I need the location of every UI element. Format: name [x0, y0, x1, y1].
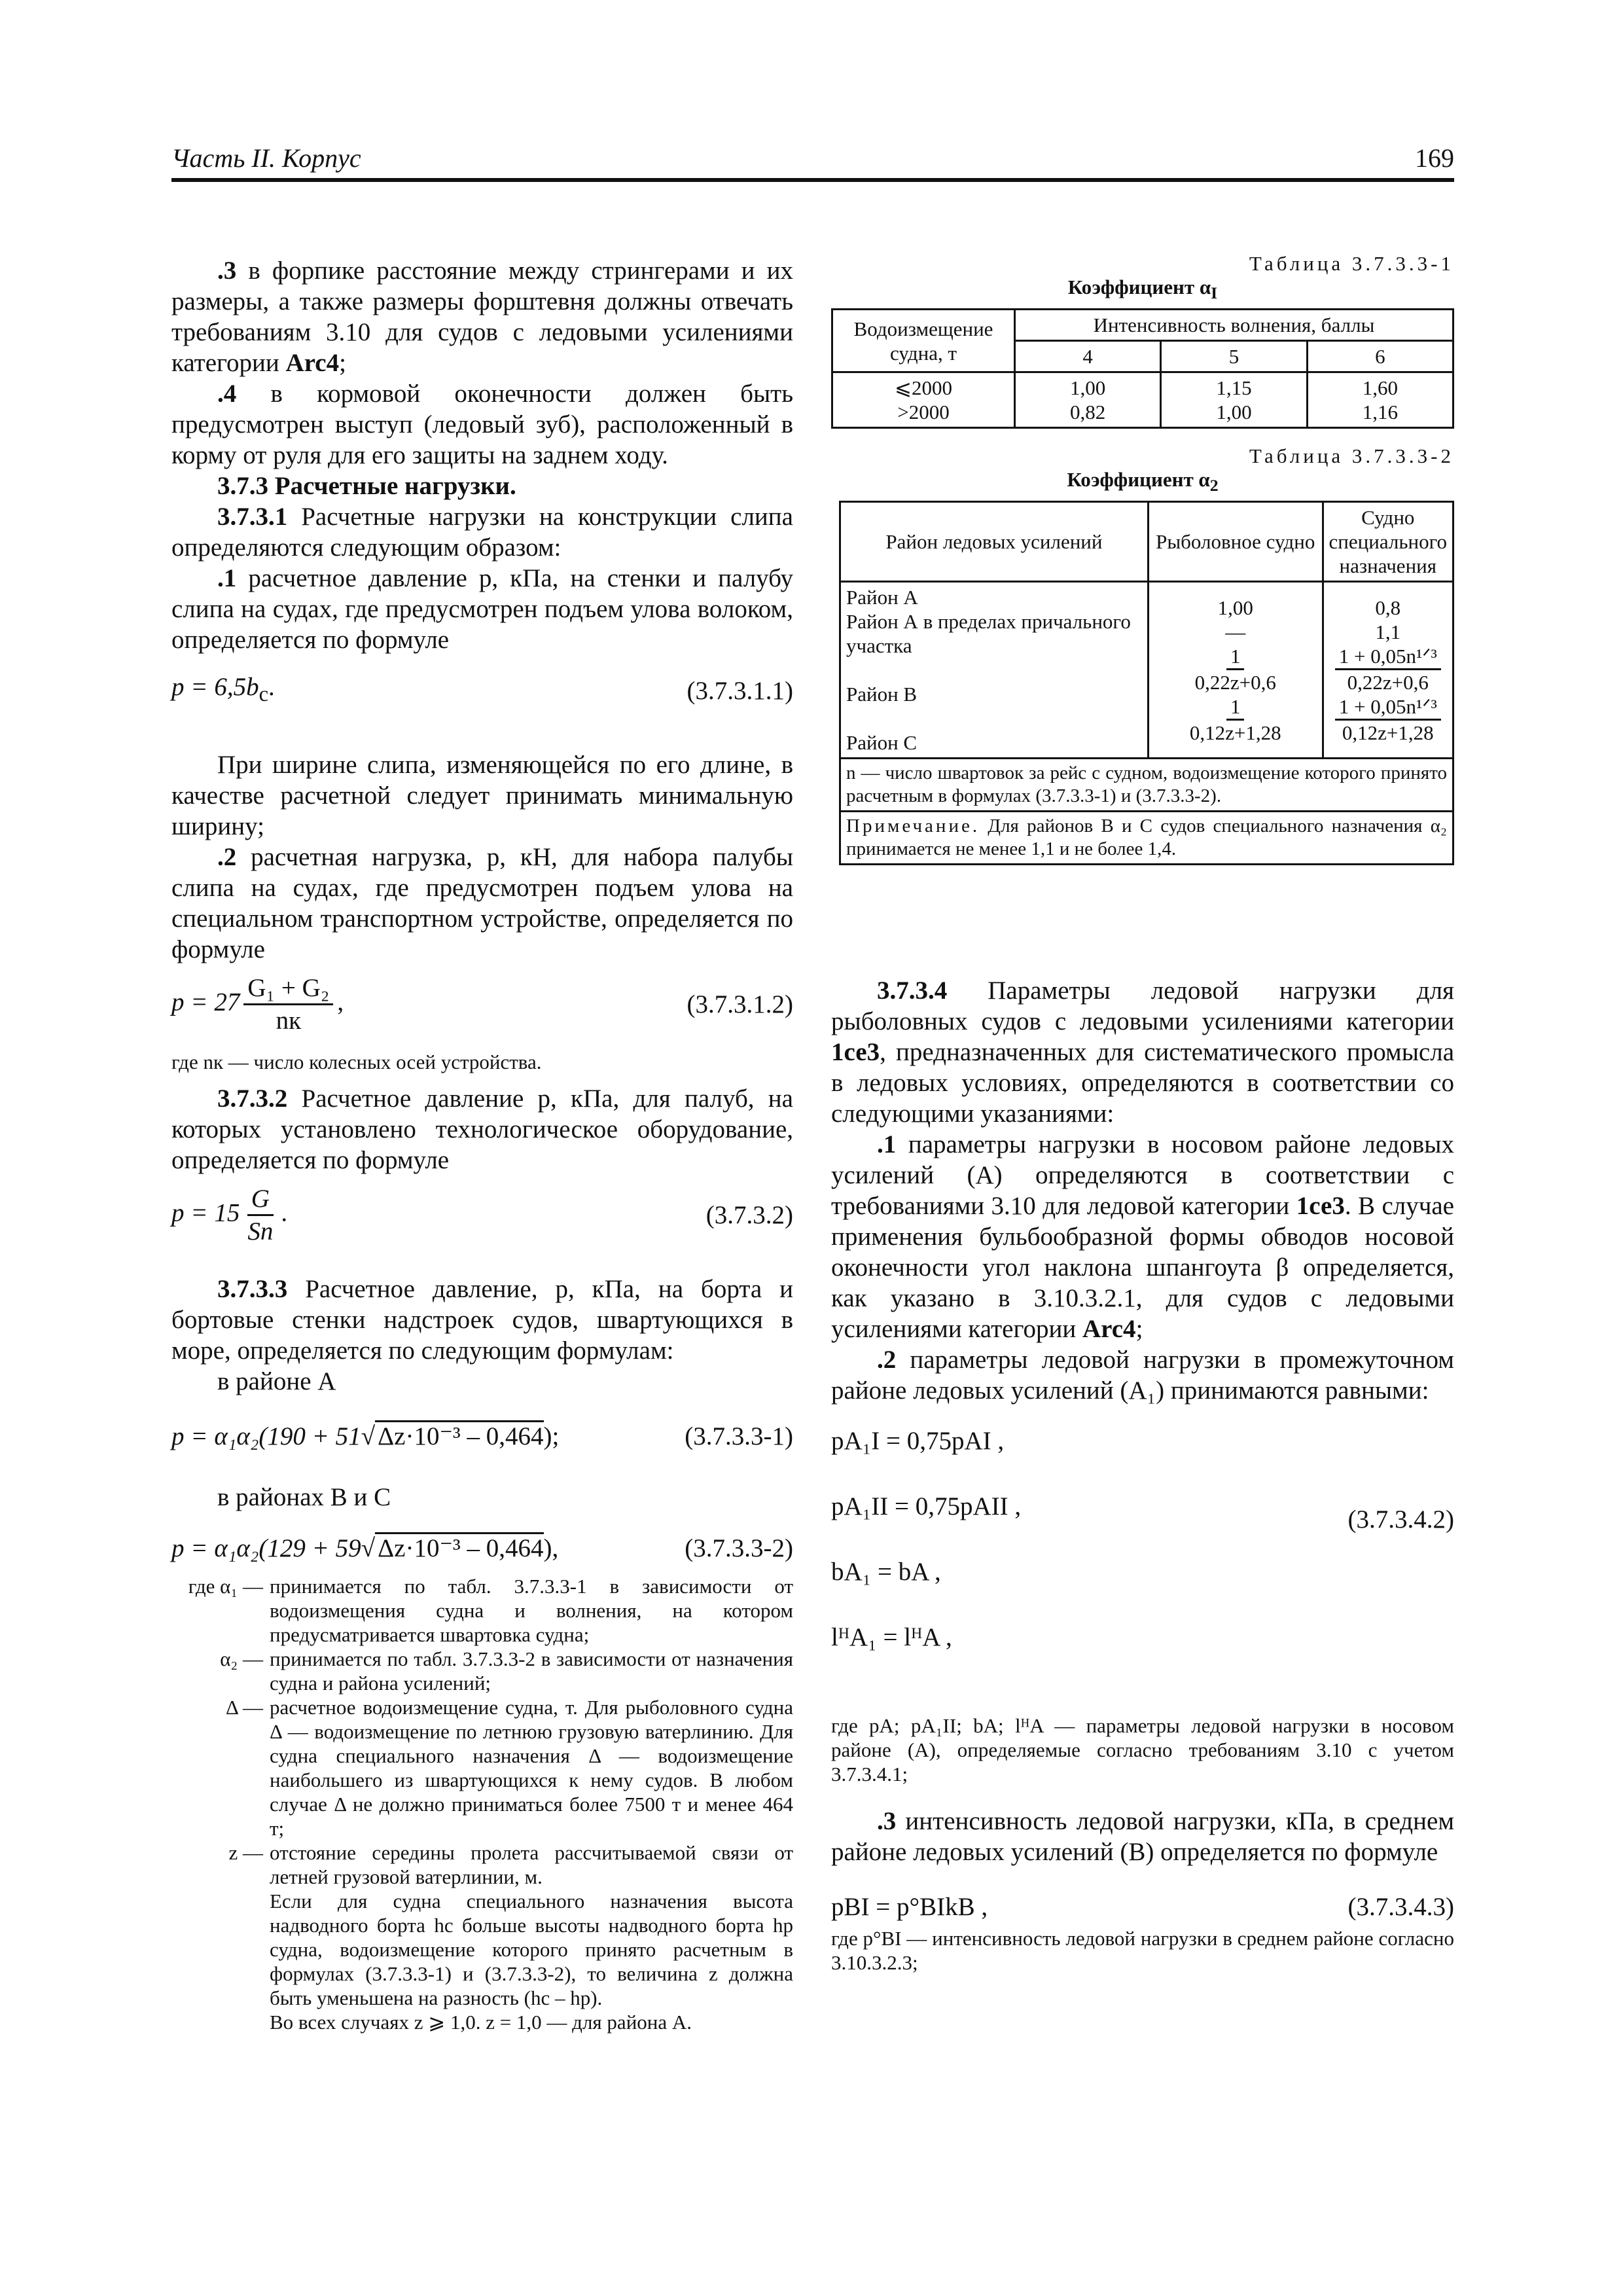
z-all-cases: Во всех случаях z ⩾ 1,0. z = 1,0 — для района А.	[270, 2011, 692, 2034]
formula-3-7-3-2: p = 15 $\frac{G}{Sп}$ . (3.7.3.2)	[171, 1184, 793, 1246]
section-heading-3-7-3: 3.7.3 Расчетные нагрузки.	[217, 472, 516, 500]
section-3-7-3-4: 3.7.3.4 Параметры ледовой нагрузки для рыболовных судов с ледовыми усилениями категории 1се3, предназначенных для систематического промысла в ледовых условиях, определяются в соответствии со следующими указаниями:	[831, 977, 1454, 1128]
section-3-7-3-3: 3.7.3.3 Расчетное давление, p, кПа, на борта и бортовые стенки надстроек судов, швартующихся в море, определяется по следующим формулам:	[171, 1275, 793, 1365]
formula-3-7-3-3-1: p = α₁α₂(190 + 51√ Δz·10⁻³ – 0,464); (3.7.3.3-1)	[171, 1416, 793, 1456]
table-title: Коэффициент $\alpha_I$	[1067, 276, 1218, 303]
formula-3-7-3-3-2: p = α₁α₂(129 + 59√ Δz·10⁻³ – 0,464), (3.7.3.3-2)	[171, 1528, 793, 1568]
section-3-7-3-2: 3.7.3.2 Расчетное давление p, кПа, для палуб, на которых установлено технологическое оборудование, определяется по формуле	[171, 1085, 793, 1174]
paragraph-3: .3 в форпике расстояние между стрингерами и их размеры, а также размеры форштевня должны отвечать требованиям 3.10 для судов с ледовыми усилениями категории Arc4;	[171, 257, 793, 377]
left-column	[171, 255, 793, 2034]
section-3-7-3-1: 3.7.3.1 Расчетные нагрузки на конструкции слипа определяются следующим образом:	[171, 503, 793, 562]
formula-where: где p°BI — интенсивность ледовой нагрузки в среднем районе согласно 3.10.3.2.3;	[831, 1927, 1454, 1974]
table-note: Примечание. Для районов В и С судов специального назначения α₂ принимается не менее 1,1 и не более 1,4.	[840, 812, 1454, 865]
page-number: 169	[1415, 143, 1454, 173]
running-title: Часть II. Корпус	[171, 143, 361, 173]
formula-3-7-3-1-1: $p = 6,5b_с$. (3.7.3.1.1)	[171, 672, 793, 706]
right-column	[831, 975, 1454, 1975]
formula-where: где pA; pA₁II; bA; lᴴA — параметры ледовой нагрузки в носовом районе (А), определяемые согласно требованиям 3.10 с учетом 3.7.3.4.1;	[831, 1714, 1454, 1785]
item-1: .1 расчетное давление p, кПа, на стенки и палубу слипа на судах, где предусмотрен подъем улова волоком, определяется по формуле	[171, 564, 793, 654]
item-2: .2 расчетная нагрузка, p, кН, для набора палубы слипа на судах, где предусмотрен подъем улова на специальном транспортном устройстве, определяется по формуле	[171, 843, 793, 963]
page-header	[171, 137, 1454, 182]
table-row: Район А Район А в пределах причального участка Район В Район С 1,00 — $\frac{1}{0,22z+0,6}$ $\frac{1}{0,12z+1,28}$ 0,8 1,1 $\frac{\text{1 + 0,05n¹ᐟ³}}{0,22z+0,6}$ $\frac{\text{1 + 0,05n¹ᐟ³}}{0,12z+1,28}$	[840, 582, 1454, 759]
equation: bA₁ = bA ,	[831, 1558, 941, 1586]
formula-number: (3.7.3.4.2)	[1347, 1505, 1454, 1534]
table-caption: Таблица 3.7.3.3-1	[1249, 252, 1454, 275]
formula-where-nk: где nк — число колесных осей устройства.	[171, 1050, 542, 1073]
table-row: ⩽2000 >2000 1,00 0,82 1,15 1,00 1,60 1,16	[832, 372, 1454, 428]
coefficient-a2-table: Район ледовых усилений Рыболовное судно Судно специального назначения Район А Район А в пределах причального участка Район В Район С 1,00 — $\frac{1}{0,22z+0,6}$ $\frac{1}{0,12z+1,28}$ 0,8 1,1 $\frac{\text{1 + 0,05n¹ᐟ³}}{0,22z+0,6}$ $\frac{\text{1 + 0,05n¹ᐟ³}}{0,12z+1,28}$ n — число швартовок за рейс с судном, водоизмещение которого принято расчетным в формулах (3.7.3.3-1) и (3.7.3.3-2). Примечание. Для районов В и С судов специального назначения α₂ принимается не менее 1,1 и не более 1,4.	[839, 501, 1454, 865]
formula-number: (3.7.3.4.3)	[1347, 1892, 1454, 1921]
z-note: Если для судна специального назначения высота надводного борта hс больше высоты надводного борта hр судна, водоизмещение которого принято расчетным в формулах (3.7.3.3-1) и (3.7.3.3-2), то величина z должна быть уменьшена на разность (hс – hр).	[270, 1890, 793, 2009]
area-a-label: в районе А	[217, 1367, 336, 1395]
paragraph-width: При ширине слипа, изменяющейся по его длине, в качестве расчетной следует принимать минимальную ширину;	[171, 751, 793, 840]
table-title: Коэффициент $\alpha_2$	[1067, 468, 1219, 495]
item-r3: .3 интенсивность ледовой нагрузки, кПа, в среднем районе ледовых усилений (В) определяется по формуле	[831, 1807, 1454, 1866]
formula-group-3-7-3-4-2	[831, 1426, 1454, 1700]
item-r2: .2 параметры ледовой нагрузки в промежуточном районе ледовых усилений (A₁) принимаются равными:	[831, 1346, 1454, 1405]
formula-number: (3.7.3.3-1)	[685, 1422, 793, 1450]
formula-3-7-3-1-2: p = 27 $\frac{\text{G₁ + G₂}}{nк}$ , (3.7.3.1.2)	[171, 973, 793, 1035]
equation: pA₁II = 0,75pAII ,	[831, 1492, 1022, 1520]
table-caption: Таблица 3.7.3.3-2	[1249, 444, 1454, 468]
equation: pA₁I = 0,75pAI ,	[831, 1427, 1005, 1455]
table-3-7-3-3-1-block	[831, 252, 1454, 865]
equation: lᴴA₁ = lᴴA ,	[831, 1623, 952, 1651]
paragraph-4: .4 в кормовой оконечности должен быть предусмотрен выступ (ледовый зуб), расположенный в корму от руля для его защиты на заднем ходу.	[171, 380, 793, 469]
formula-number: (3.7.3.1.2)	[687, 990, 793, 1018]
coefficient-a1-table: Водоизмещение судна, т Интенсивность волнения, баллы 4 5 6 ⩽2000 >2000 1,00 0,82 1,15 1,00 1,60 1,16	[831, 308, 1454, 429]
formula-number: (3.7.3.1.1)	[687, 676, 793, 705]
formula-number: (3.7.3.2)	[705, 1200, 793, 1229]
area-bc-label: в районах В и С	[217, 1483, 391, 1511]
formula-3-7-3-4-3: pBI = p°BIkB , (3.7.3.4.3)	[831, 1892, 1454, 1921]
where-list: где α₁ — принимается по табл. 3.7.3.3-1 в зависимости от водоизмещения судна и волнения, на котором предусматривается швартовка судна; α₂ — принимается по табл. 3.7.3.3-2 в зависимости от назначения судна и района усилений; Δ — расчетное водоизмещение судна, т. Для рыболовного судна Δ — водоизмещение по летнюю грузовую ватерлинию. Для судна специального назначения Δ — водоизмещение наибольшего из швартующихся к нему судов. В любом случае Δ не должно приниматься более 7500 т и менее 464 т; z — отстояние середины пролета рассчитываемой связи от летней грузовой ватерлинии, м. Если для судна специального назначения высота надводного борта hс больше высоты надводного борта hр судна, водоизмещение которого принято расчетным в формулах (3.7.3.3-1) и (3.7.3.3-2), то величина z должна быть уменьшена на разность (hс – hр). Во всех случаях z ⩾ 1,0. z = 1,0 — для района А.	[188, 1575, 793, 2034]
item-r1: .1 параметры нагрузки в носовом районе ледовых усилений (А) определяются в соответствии с требованиями 3.10 для ледовой категории 1се3. В случае применения бульбообразной формы обводов носовой оконечности угол наклона шпангоута β определяется, как указано в 3.10.3.2.1, для судов с ледовыми усилениями категории Arc4;	[831, 1130, 1454, 1343]
formula-number: (3.7.3.3-2)	[685, 1534, 793, 1562]
table-note-n: n — число швартовок за рейс с судном, водоизмещение которого принято расчетным в формулах (3.7.3.3-1) и (3.7.3.3-2).	[840, 759, 1454, 812]
